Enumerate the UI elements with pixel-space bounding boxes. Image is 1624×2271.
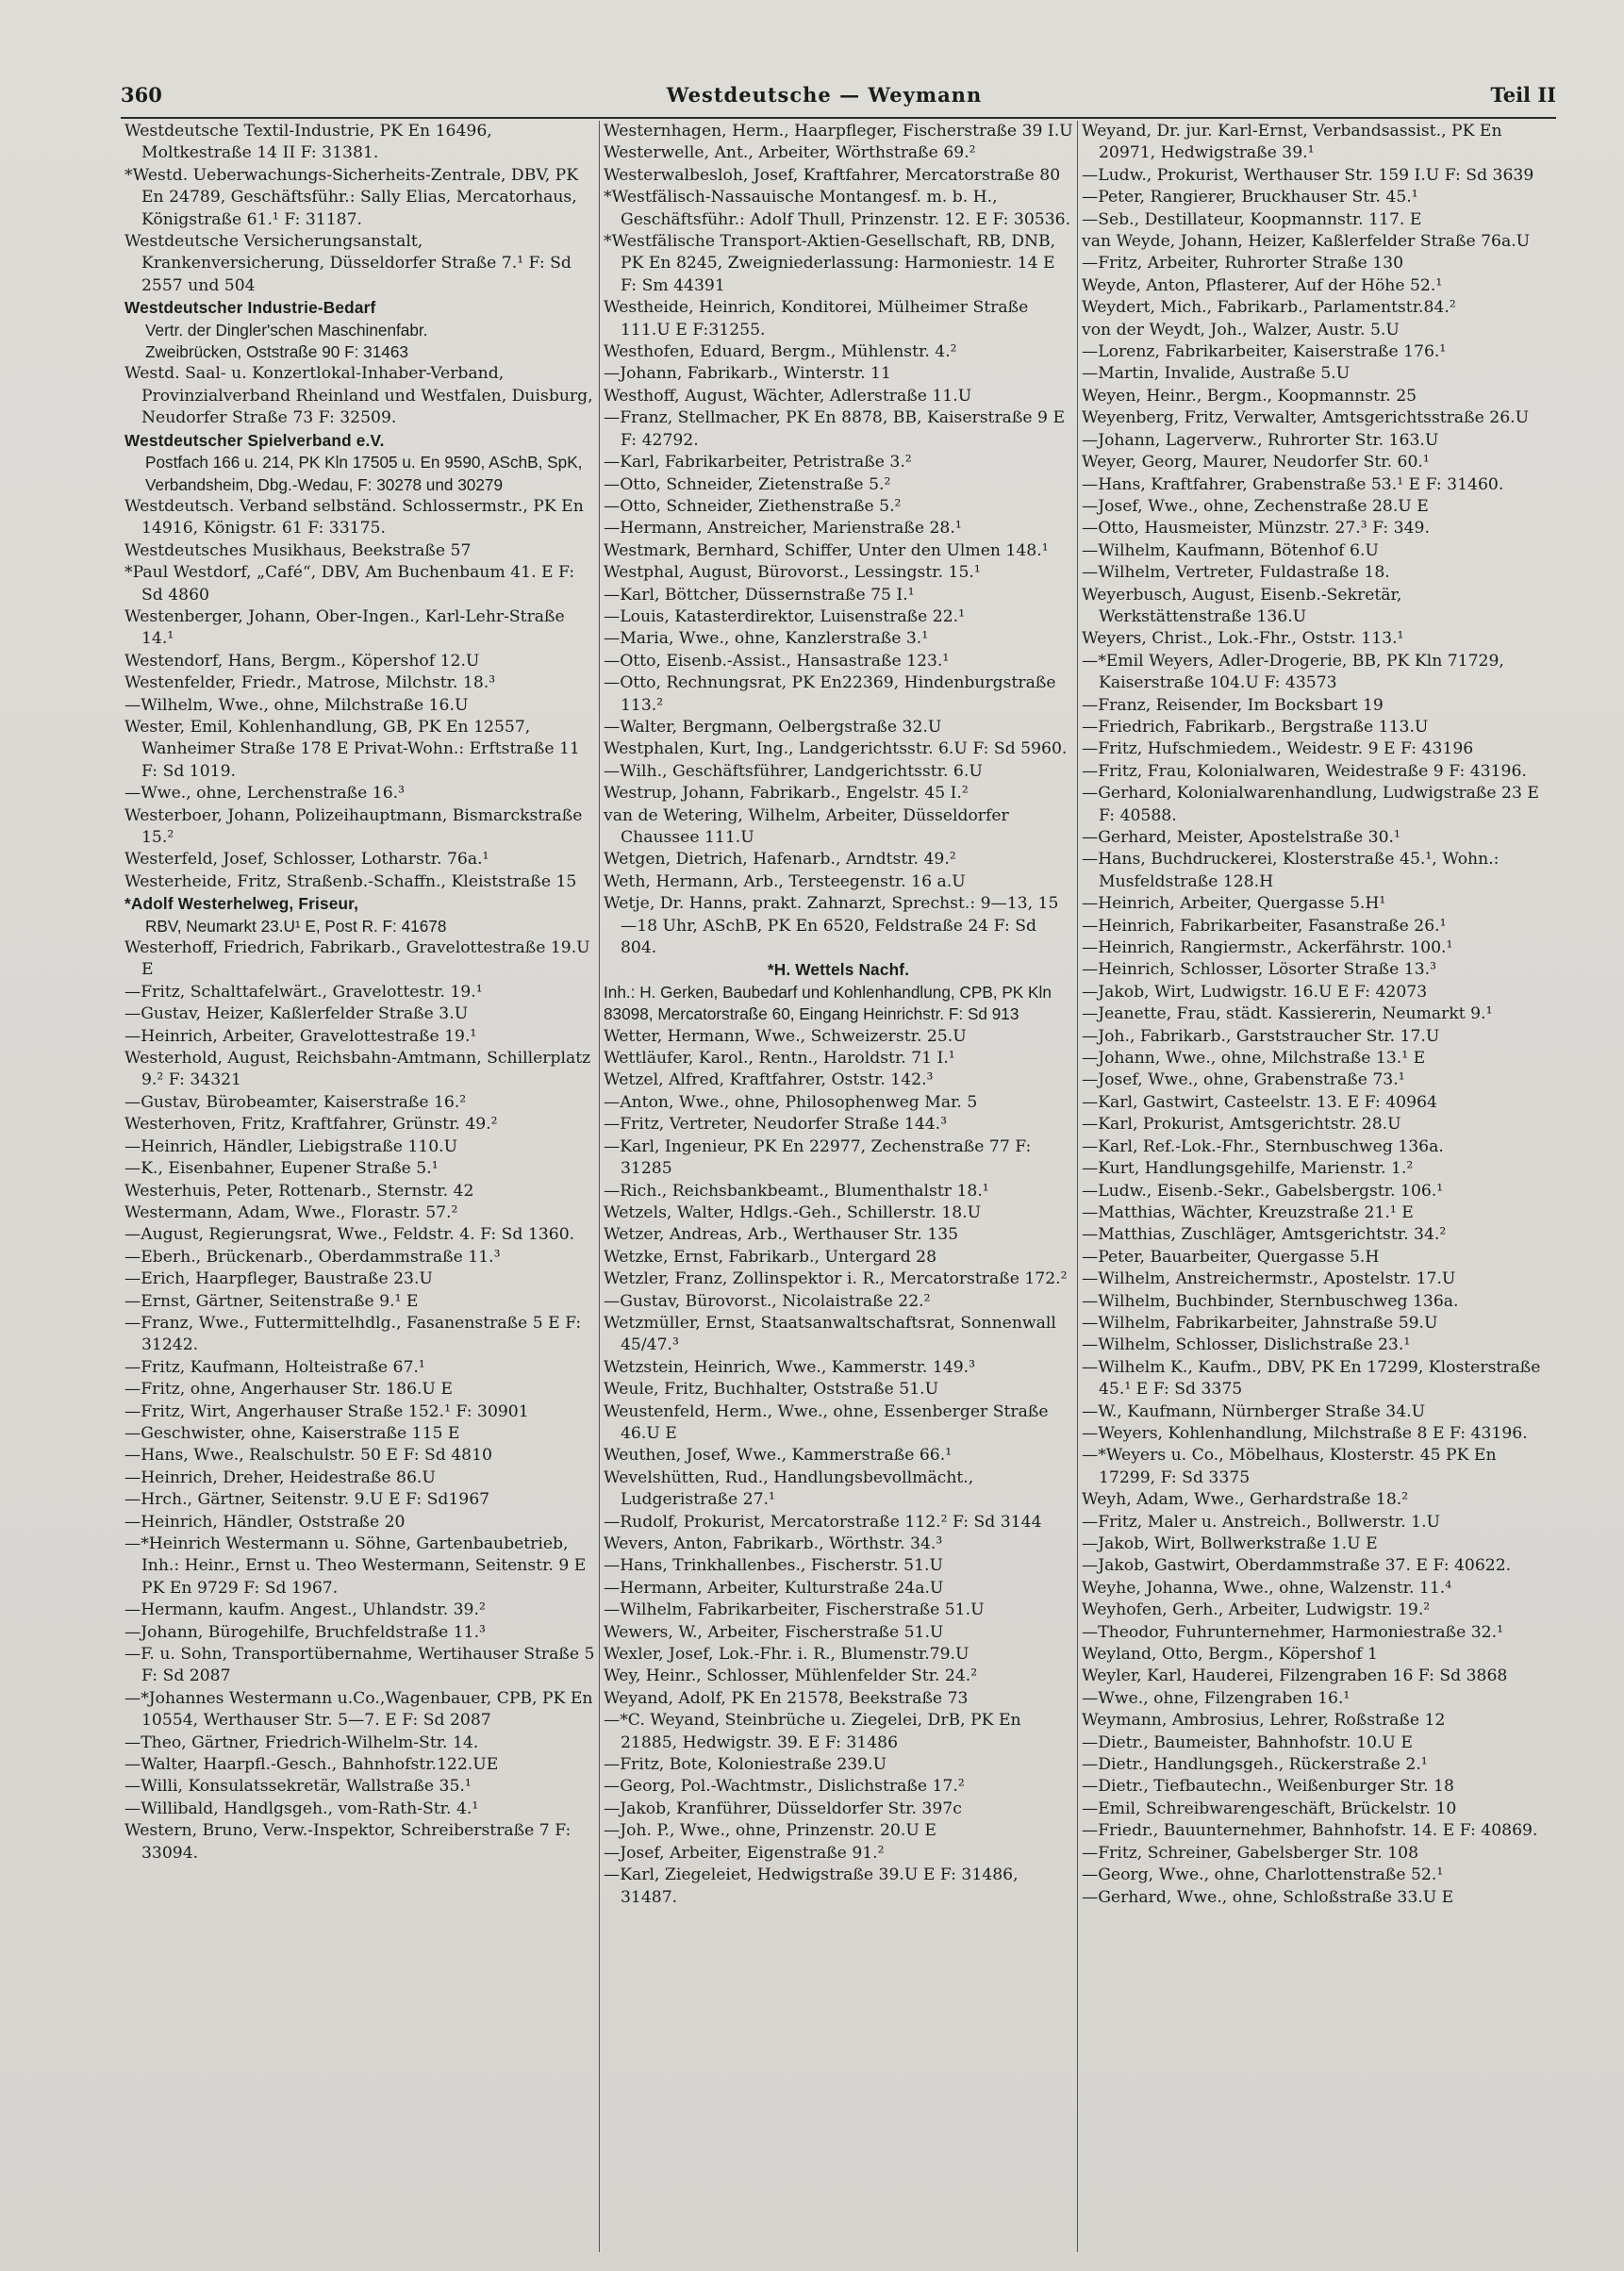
page-header	[121, 83, 1556, 115]
directory-entry: —Gerhard, Kolonialwarenhandlung, Ludwigstraße 23 E F: 40588.	[1082, 784, 1539, 825]
directory-entry: Wevers, Anton, Fabrikarb., Wörthstr. 34.³	[604, 1534, 943, 1553]
directory-entry: Weyhe, Johanna, Wwe., ohne, Walzenstr. 11.⁴	[1082, 1578, 1452, 1598]
directory-entry: Westphalen, Kurt, Ing., Landgerichtsstr. 6.U F: Sd 5960.	[604, 739, 1068, 759]
directory-entry: —Wilhelm, Fabrikarbeiter, Fischerstraße 51.U	[604, 1600, 985, 1620]
directory-entry: —Wilhelm, Wwe., ohne, Milchstraße 16.U	[124, 695, 469, 715]
directory-entry: —Heinrich, Dreher, Heidestraße 86.U	[124, 1467, 436, 1487]
directory-entry: —Erich, Haarpfleger, Baustraße 23.U	[124, 1269, 433, 1289]
directory-entry: —Gerhard, Wwe., ohne, Schloßstraße 33.U E	[1082, 1887, 1454, 1907]
directory-entry: —Jakob, Gastwirt, Oberdammstraße 37. E F: 40622.	[1082, 1556, 1512, 1576]
directory-entry: —Fritz, Schalttafelwärt., Gravelottestr. 19.¹	[124, 982, 483, 1002]
directory-entry: *Westfälische Transport-Aktien-Gesellschaft, RB, DNB, PK En 8245, Zweigniederlassung: Harmoniestr. 14 E F: Sm 44391	[604, 232, 1056, 295]
directory-entry: —Lorenz, Fabrikarbeiter, Kaiserstraße 176.¹	[1082, 342, 1447, 362]
directory-entry: von der Weydt, Joh., Walzer, Austr. 5.U	[1082, 320, 1400, 340]
directory-entry: Weyand, Adolf, PK En 21578, Beekstraße 73	[604, 1688, 969, 1708]
directory-entry: Weyen, Heinr., Bergm., Koopmannstr. 25	[1082, 386, 1417, 406]
directory-entry: —Fritz, Hufschmiedem., Weidestr. 9 E F: 43196	[1082, 739, 1474, 759]
directory-entry: —Louis, Katasterdirektor, Luisenstraße 22.¹	[604, 606, 965, 626]
directory-entry: —Heinrich, Fabrikarbeiter, Fasanstraße 26.¹	[1082, 916, 1447, 936]
directory-entry: Wey, Heinr., Schlosser, Mühlenfelder Str. 24.²	[604, 1666, 978, 1686]
directory-entry: Westdeutsche Textil-Industrie, PK En 16496, Moltkestraße 14 II F: 31381.	[124, 122, 492, 163]
directory-entry: —Hermann, Arbeiter, Kulturstraße 24a.U	[604, 1578, 944, 1598]
running-title: Westdeutsche — Weymann	[666, 83, 983, 107]
directory-entry: —Josef, Wwe., ohne, Grabenstraße 73.¹	[1082, 1070, 1405, 1090]
directory-entry: Westendorf, Hans, Bergm., Köpershof 12.U	[124, 651, 480, 671]
directory-entry: —Anton, Wwe., ohne, Philosophenweg Mar. 5	[604, 1092, 978, 1112]
directory-entry: —Friedr., Bauunternehmer, Bahnhofstr. 14. E F: 40869.	[1082, 1821, 1538, 1841]
directory-entry: *Westd. Ueberwachungs-Sicherheits-Zentrale, DBV, PK En 24789, Geschäftsführ.: Sally Elias, Mercatorhaus, Königstraße 61.¹ F: 31187.	[124, 165, 579, 229]
directory-entry: —Gustav, Bürobeamter, Kaiserstraße 16.²	[124, 1092, 467, 1112]
directory-entry: —Gerhard, Meister, Apostelstraße 30.¹	[1082, 828, 1400, 847]
directory-entry: —Fritz, Arbeiter, Ruhrorter Straße 130	[1082, 254, 1404, 274]
directory-entry: Westenberger, Johann, Ober-Ingen., Karl-Lehr-Straße 14.¹	[124, 606, 565, 649]
directory-entry: —Emil, Schreibwarengeschäft, Brückelstr. 10	[1082, 1799, 1457, 1818]
directory-entry: —F. u. Sohn, Transportübernahme, Wertihauser Straße 5 F: Sd 2087	[124, 1645, 595, 1686]
directory-entry: van Weyde, Johann, Heizer, Kaßlerfelder Straße 76a.U	[1082, 232, 1531, 252]
directory-entry: Westheide, Heinrich, Konditorei, Mülheimer Straße 111.U E F:31255.	[604, 298, 1029, 340]
directory-entry: —Dietr., Baumeister, Bahnhofstr. 10.U E	[1082, 1732, 1413, 1752]
directory-entry: —Fritz, Maler u. Anstreich., Bollwerstr. 1.U	[1082, 1512, 1441, 1532]
directory-entry: —Peter, Rangierer, Bruckhauser Str. 45.¹	[1082, 188, 1418, 207]
directory-entry: Westerheide, Fritz, Straßenb.-Schaffn., Kleiststraße 15	[124, 871, 577, 891]
directory-entry: —Wilhelm K., Kaufm., DBV, PK En 17299, Klosterstraße 45.¹ E F: Sd 3375	[1082, 1357, 1541, 1400]
directory-entry: —Jakob, Kranführer, Düsseldorfer Str. 397c	[604, 1799, 962, 1818]
directory-entry: —Karl, Ingenieur, PK En 22977, Zechenstraße 77 F: 31285	[604, 1136, 1032, 1179]
directory-entry: —Willibald, Handlgsgeh., vom-Rath-Str. 4.¹	[124, 1799, 479, 1818]
directory-entry: —Wwe., ohne, Filzengraben 16.¹	[1082, 1688, 1351, 1708]
directory-entry: —Jakob, Wirt, Bollwerkstraße 1.U E	[1082, 1534, 1378, 1553]
directory-entry: Westerhold, August, Reichsbahn-Amtmann, Schillerplatz 9.² F: 34321	[124, 1049, 591, 1090]
directory-entry: Weyland, Otto, Bergm., Köpershof 1	[1082, 1645, 1378, 1665]
directory-entry: Weyde, Anton, Pflasterer, Auf der Höhe 52.¹	[1082, 275, 1443, 295]
directory-entry: —*Weyers u. Co., Möbelhaus, Klosterstr. 45 PK En 17299, F: Sd 3375	[1082, 1446, 1497, 1487]
directory-entry: —Gustav, Heizer, Kaßlerfelder Straße 3.U	[124, 1004, 469, 1024]
advert-line: RBV, Neumarkt 23.U¹ E, Post R. F: 41678	[145, 916, 447, 936]
directory-entry: Westerhoff, Friedrich, Fabrikarb., Gravelottestraße 19.U E	[124, 938, 590, 980]
advert-line: Zweibrücken, Oststraße 90 F: 31463	[145, 342, 408, 362]
directory-entry: Westdeutsche Versicherungsanstalt, Krankenversicherung, Düsseldorfer Straße 7.¹ F: Sd 2557 und 504	[124, 232, 572, 295]
directory-entry: —*C. Weyand, Steinbrüche u. Ziegelei, DrB, PK En 21885, Hedwigstr. 39. E F: 31486	[604, 1711, 1021, 1752]
directory-entry: —Heinrich, Rangiermstr., Ackerfährstr. 100.¹	[1082, 938, 1453, 958]
directory-columns	[121, 121, 1556, 2252]
directory-entry: —Joh. P., Wwe., ohne, Prinzenstr. 20.U E	[604, 1821, 936, 1841]
directory-entry: Westernhagen, Herm., Haarpfleger, Fischerstraße 39 I.U	[604, 122, 1073, 141]
directory-entry: —Fritz, Frau, Kolonialwaren, Weidestraße 9 F: 43196.	[1082, 761, 1527, 781]
directory-entry: —Wilhelm, Kaufmann, Bötenhof 6.U	[1082, 540, 1379, 560]
directory-entry: —Karl, Ziegeleiet, Hedwigstraße 39.U E F: 31486, 31487.	[604, 1865, 1019, 1907]
directory-entry: —Franz, Reisender, Im Bocksbart 19	[1082, 695, 1384, 715]
directory-entry: —Seb., Destillateur, Koopmannstr. 117. E	[1082, 209, 1422, 229]
directory-entry: —Fritz, Wirt, Angerhauser Straße 152.¹ F: 30901	[124, 1401, 529, 1421]
directory-entry: Weyerbusch, August, Eisenb.-Sekretär, Werkstättenstraße 136.U	[1082, 585, 1402, 626]
directory-entry: —Georg, Pol.-Wachtmstr., Dislichstraße 17.²	[604, 1777, 965, 1797]
directory-entry: —Karl, Prokurist, Amtsgerichtstr. 28.U	[1082, 1115, 1401, 1135]
directory-entry: —*Emil Weyers, Adler-Drogerie, BB, PK Kln 71729, Kaiserstraße 104.U F: 43573	[1082, 651, 1504, 693]
advert-line: Postfach 166 u. 214, PK Kln 17505 u. En 9590, ASchB, SpK, Verbandsheim, Dbg.-Wedau, F: 30278 und 30279	[145, 453, 583, 494]
directory-entry: —Jakob, Wirt, Ludwigstr. 16.U E F: 42073	[1082, 982, 1428, 1002]
directory-entry: —Franz, Stellmacher, PK En 8878, BB, Kaiserstraße 9 E F: 42792.	[604, 408, 1065, 450]
directory-entry: Westdeutsches Musikhaus, Beekstraße 57	[124, 540, 472, 560]
directory-entry: Weymann, Ambrosius, Lehrer, Roßstraße 12	[1082, 1711, 1446, 1731]
directory-entry: —Fritz, Schreiner, Gabelsberger Str. 108	[1082, 1843, 1419, 1863]
directory-entry: —Otto, Schneider, Zietenstraße 5.²	[604, 474, 891, 494]
directory-entry: Weyhofen, Gerh., Arbeiter, Ludwigstr. 19.²	[1082, 1600, 1431, 1620]
directory-entry: —Wilhelm, Buchbinder, Sternbuschweg 136a.	[1082, 1291, 1459, 1311]
directory-entry: —Maria, Wwe., ohne, Kanzlerstraße 3.¹	[604, 629, 929, 649]
directory-entry: Westenfelder, Friedr., Matrose, Milchstr. 18.³	[124, 673, 496, 693]
advert-line: Vertr. der Dingler'schen Maschinenfabr.	[145, 320, 428, 340]
directory-entry: —August, Regierungsrat, Wwe., Feldstr. 4. F: Sd 1360.	[124, 1225, 575, 1245]
directory-entry: —Matthias, Zuschläger, Amtsgerichtstr. 34.²	[1082, 1225, 1447, 1245]
directory-entry: —Georg, Wwe., ohne, Charlottenstraße 52.¹	[1082, 1865, 1444, 1885]
directory-entry: *Paul Westdorf, „Café“, DBV, Am Buchenbaum 41. E F: Sd 4860	[124, 563, 575, 605]
directory-entry: Westhofen, Eduard, Bergm., Mühlenstr. 4.²	[604, 342, 957, 362]
directory-entry: —Hermann, kaufm. Angest., Uhlandstr. 39.²	[124, 1600, 486, 1620]
section-label: Teil II	[1490, 83, 1556, 107]
directory-entry: Westmark, Bernhard, Schiffer, Unter den Ulmen 148.¹	[604, 540, 1049, 560]
directory-entry: Weyenberg, Fritz, Verwalter, Amtsgerichtsstraße 26.U	[1082, 408, 1530, 428]
directory-entry: —Rudolf, Prokurist, Mercatorstraße 112.² F: Sd 3144	[604, 1512, 1042, 1532]
directory-entry: Wester, Emil, Kohlenhandlung, GB, PK En 12557, Wanheimer Straße 178 E Privat-Wohn.: Erftstraße 11 F: Sd 1019.	[124, 717, 580, 781]
directory-entry: —Fritz, Bote, Koloniestraße 239.U	[604, 1755, 887, 1775]
directory-entry: —Hans, Kraftfahrer, Grabenstraße 53.¹ E F: 31460.	[1082, 474, 1504, 494]
directory-entry: —Wwe., ohne, Lerchenstraße 16.³	[124, 784, 405, 804]
directory-entry: Weyers, Christ., Lok.-Fhr., Oststr. 113.¹	[1082, 629, 1404, 649]
directory-entry: —Johann, Bürogehilfe, Bruchfeldstraße 11.³	[124, 1622, 486, 1642]
directory-entry: —Fritz, Vertreter, Neudorfer Straße 144.³	[604, 1115, 948, 1135]
directory-entry: Westermann, Adam, Wwe., Florastr. 57.²	[124, 1202, 458, 1222]
directory-entry: —Josef, Arbeiter, Eigenstraße 91.²	[604, 1843, 885, 1863]
directory-entry: Westdeutsch. Verband selbständ. Schlossermstr., PK En 14916, Königstr. 61 F: 33175.	[124, 496, 584, 539]
directory-entry: Weyer, Georg, Maurer, Neudorfer Str. 60.¹	[1082, 453, 1430, 472]
directory-entry: —Karl, Fabrikarbeiter, Petristraße 3.²	[604, 453, 912, 472]
directory-entry: —Wilhelm, Vertreter, Fuldastraße 18.	[1082, 563, 1390, 583]
directory-entry: —Dietr., Tiefbautechn., Weißenburger Str. 18	[1082, 1777, 1454, 1797]
directory-entry: van de Wetering, Wilhelm, Arbeiter, Düsseldorfer Chaussee 111.U	[604, 805, 1009, 847]
directory-entry: —Johann, Wwe., ohne, Milchstraße 13.¹ E	[1082, 1049, 1426, 1069]
directory-entry: —*Heinrich Westermann u. Söhne, Gartenbaubetrieb, Inh.: Heinr., Ernst u. Theo Westermann, Seitenstr. 9 E PK En 9729 F: Sd 1967.	[124, 1534, 587, 1598]
directory-entry: —Karl, Böttcher, Düssernstraße 75 I.¹	[604, 585, 915, 605]
directory-entry: Westerwelle, Ant., Arbeiter, Wörthstraße 69.²	[604, 143, 976, 163]
directory-entry: —Walter, Haarpfl.-Gesch., Bahnhofstr.122.UE	[124, 1755, 499, 1775]
directory-entry: Wewers, W., Arbeiter, Fischerstraße 51.U	[604, 1622, 944, 1642]
directory-entry: —Gustav, Bürovorst., Nicolaistraße 22.²	[604, 1291, 931, 1311]
directory-entry: —Otto, Hausmeister, Münzstr. 27.³ F: 349.	[1082, 519, 1430, 539]
directory-entry: Weyh, Adam, Wwe., Gerhardstraße 18.²	[1082, 1490, 1409, 1510]
directory-entry: Westerboer, Johann, Polizeihauptmann, Bismarckstraße 15.²	[124, 805, 583, 847]
directory-entry: —Heinrich, Händler, Liebigstraße 110.U	[124, 1136, 458, 1156]
directory-entry: —Friedrich, Fabrikarb., Bergstraße 113.U	[1082, 717, 1429, 737]
directory-entry: —Heinrich, Arbeiter, Quergasse 5.H¹	[1082, 894, 1386, 914]
directory-entry: Weydert, Mich., Fabrikarb., Parlamentstr.84.²	[1082, 298, 1456, 318]
directory-entry: —Theo, Gärtner, Friedrich-Wilhelm-Str. 14.	[124, 1732, 479, 1752]
directory-entry: —Ludw., Eisenb.-Sekr., Gabelsbergstr. 106.¹	[1082, 1181, 1444, 1201]
directory-entry: Wevelshütten, Rud., Handlungsbevollmächt., Ludgeristraße 27.¹	[604, 1467, 974, 1510]
directory-entry: —Joh., Fabrikarb., Garststraucher Str. 17.U	[1082, 1026, 1440, 1046]
directory-entry: —Eberh., Brückenarb., Oberdammstraße 11.³	[124, 1247, 501, 1267]
directory-entry: Wettläufer, Karol., Rentn., Haroldstr. 71 I.¹	[604, 1049, 955, 1069]
directory-entry: Wetzer, Andreas, Arb., Werthauser Str. 135	[604, 1225, 959, 1245]
directory-entry: Wetzler, Franz, Zollinspektor i. R., Mercatorstraße 172.²	[604, 1269, 1068, 1289]
directory-entry: —Theodor, Fuhrunternehmer, Harmoniestraße 32.¹	[1082, 1622, 1503, 1642]
header-rule	[121, 117, 1556, 119]
directory-entry: —Otto, Eisenb.-Assist., Hansastraße 123.¹	[604, 651, 950, 671]
directory-entry: Wetzmüller, Ernst, Staatsanwaltschaftsrat, Sonnenwall 45/47.³	[604, 1313, 1056, 1355]
directory-entry: Weustenfeld, Herm., Wwe., ohne, Essenberger Straße 46.U E	[604, 1401, 1049, 1443]
directory-entry: —Hans, Buchdruckerei, Klosterstraße 45.¹, Wohn.: Musfeldstraße 128.H	[1082, 850, 1500, 891]
directory-entry: —Heinrich, Schlosser, Lösorter Straße 13.³	[1082, 960, 1437, 980]
directory-entry: Wetzels, Walter, Hdlgs.-Geh., Schillerstr. 18.U	[604, 1202, 982, 1222]
directory-entry: —Matthias, Wächter, Kreuzstraße 21.¹ E	[1082, 1202, 1414, 1222]
directory-entry: —Otto, Rechnungsrat, PK En22369, Hindenburgstraße 113.²	[604, 673, 1056, 715]
directory-entry: —Fritz, Kaufmann, Holteistraße 67.¹	[124, 1357, 425, 1377]
directory-entry: —Wilhelm, Fabrikarbeiter, Jahnstraße 59.U	[1082, 1313, 1438, 1333]
directory-entry: Wetter, Hermann, Wwe., Schweizerstr. 25.U	[604, 1026, 967, 1046]
directory-entry: Westphal, August, Bürovorst., Lessingstr. 15.¹	[604, 563, 981, 583]
directory-entry: Wetgen, Dietrich, Hafenarb., Arndtstr. 49.²	[604, 850, 956, 870]
directory-entry: —*Johannes Westermann u.Co.,Wagenbauer, CPB, PK En 10554, Werthauser Str. 5—7. E F: Sd 2087	[124, 1688, 593, 1731]
page-number: 360	[121, 83, 162, 107]
directory-entry: Wetzel, Alfred, Kraftfahrer, Oststr. 142.³	[604, 1070, 934, 1090]
directory-entry: Westerhoven, Fritz, Kraftfahrer, Grünstr. 49.²	[124, 1115, 498, 1135]
directory-entry: —Ernst, Gärtner, Seitenstraße 9.¹ E	[124, 1291, 419, 1311]
directory-entry: —Wilhelm, Anstreichermstr., Apostelstr. 17.U	[1082, 1269, 1456, 1289]
directory-entry: —Fritz, ohne, Angerhauser Str. 186.U E	[124, 1380, 453, 1400]
column-3	[1077, 121, 1555, 2252]
directory-entry: —Walter, Bergmann, Oelbergstraße 32.U	[604, 717, 942, 737]
directory-entry: —Wilh., Geschäftsführer, Landgerichtsstr. 6.U	[604, 761, 983, 781]
directory-entry: —Kurt, Handlungsgehilfe, Marienstr. 1.²	[1082, 1159, 1414, 1179]
directory-entry: Western, Bruno, Verw.-Inspektor, Schreiberstraße 7 F: 33094.	[124, 1821, 572, 1863]
directory-entry: —Geschwister, ohne, Kaiserstraße 115 E	[124, 1423, 460, 1443]
directory-entry: —Rich., Reichsbankbeamt., Blumenthalstr 18.¹	[604, 1181, 989, 1201]
directory-entry: —Karl, Ref.-Lok.-Fhr., Sternbuschweg 136a.	[1082, 1136, 1444, 1156]
directory-entry: —Johann, Fabrikarb., Winterstr. 11	[604, 364, 891, 384]
directory-entry: Wetzke, Ernst, Fabrikarb., Untergard 28	[604, 1247, 937, 1267]
advert-title: *H. Wettels Nachf.	[767, 960, 910, 980]
directory-entry: Wexler, Josef, Lok.-Fhr. i. R., Blumenstr.79.U	[604, 1645, 969, 1665]
directory-entry: Westd. Saal- u. Konzertlokal-Inhaber-Verband, Provinzialverband Rheinland und Westfalen, Duisburg, Neudorfer Straße 73 F: 32509.	[124, 364, 593, 428]
directory-entry: —Hermann, Anstreicher, Marienstraße 28.¹	[604, 519, 962, 539]
directory-entry: —Martin, Invalide, Austraße 5.U	[1082, 364, 1351, 384]
column-2	[599, 121, 1077, 2252]
directory-entry: —Hans, Trinkhallenbes., Fischerstr. 51.U	[604, 1556, 943, 1576]
directory-entry: —Hrch., Gärtner, Seitenstr. 9.U E F: Sd1967	[124, 1490, 490, 1510]
directory-entry: Westerfeld, Josef, Schlosser, Lotharstr. 76a.¹	[124, 850, 489, 870]
directory-entry: Weyand, Dr. jur. Karl-Ernst, Verbandsassist., PK En 20971, Hedwigstraße 39.¹	[1082, 122, 1502, 163]
directory-entry: Westerwalbesloh, Josef, Kraftfahrer, Mercatorstraße 80	[604, 165, 1061, 185]
directory-entry: —Johann, Lagerverw., Ruhrorter Str. 163.U	[1082, 430, 1439, 450]
directory-entry: —Otto, Schneider, Ziethenstraße 5.²	[604, 496, 902, 516]
directory-entry: —Karl, Gastwirt, Casteelstr. 13. E F: 40964	[1082, 1092, 1437, 1112]
directory-entry: —K., Eisenbahner, Eupener Straße 5.¹	[124, 1159, 439, 1179]
directory-entry: Weule, Fritz, Buchhalter, Oststraße 51.U	[604, 1380, 939, 1400]
directory-entry: —Weyers, Kohlenhandlung, Milchstraße 8 E F: 43196.	[1082, 1423, 1528, 1443]
directory-entry: —Franz, Wwe., Futtermittelhdlg., Fasanenstraße 5 E F: 31242.	[124, 1313, 582, 1355]
directory-entry: Westerhuis, Peter, Rottenarb., Sternstr. 42	[124, 1181, 474, 1201]
directory-entry: —Josef, Wwe., ohne, Zechenstraße 28.U E	[1082, 496, 1429, 516]
directory-entry: Weuthen, Josef, Wwe., Kammerstraße 66.¹	[604, 1446, 953, 1466]
directory-entry: —Wilhelm, Schlosser, Dislichstraße 23.¹	[1082, 1335, 1411, 1355]
advert-title: *Adolf Westerhelweg, Friseur,	[124, 894, 359, 914]
directory-entry: *Westfälisch-Nassauische Montangesf. m. b. H., Geschäftsführ.: Adolf Thull, Prinzenstr. 12. E F: 30536.	[604, 188, 1071, 229]
advert-line: Inh.: H. Gerken, Baubedarf und Kohlenhandlung, CPB, PK Kln 83098, Mercatorstraße 60, Eingang Heinrichstr. F: Sd 913	[604, 982, 1052, 1024]
directory-entry: Weth, Hermann, Arb., Tersteegenstr. 16 a.U	[604, 871, 966, 891]
directory-entry: Weyler, Karl, Hauderei, Filzengraben 16 F: Sd 3868	[1082, 1666, 1508, 1686]
directory-entry: —Dietr., Handlungsgeh., Rückerstraße 2.¹	[1082, 1755, 1428, 1775]
advert-title: Westdeutscher Industrie-Bedarf	[124, 298, 376, 318]
advert-title: Westdeutscher Spielverband e.V.	[124, 430, 385, 450]
column-1	[121, 121, 599, 2252]
directory-entry: —Ludw., Prokurist, Werthauser Str. 159 I.U F: Sd 3639	[1082, 165, 1534, 185]
directory-entry: —Jeanette, Frau, städt. Kassiererin, Neumarkt 9.¹	[1082, 1004, 1493, 1024]
directory-entry: —Willi, Konsulatssekretär, Wallstraße 35.¹	[124, 1777, 472, 1797]
directory-entry: —Peter, Bauarbeiter, Quergasse 5.H	[1082, 1247, 1380, 1267]
directory-entry: —Heinrich, Händler, Oststraße 20	[124, 1512, 406, 1532]
directory-entry: Wetje, Dr. Hanns, prakt. Zahnarzt, Sprechst.: 9—13, 15—18 Uhr, ASchB, PK En 6520, Feldstraße 24 F: Sd 804.	[604, 894, 1059, 958]
directory-entry: —W., Kaufmann, Nürnberger Straße 34.U	[1082, 1401, 1426, 1421]
directory-entry: Westhoff, August, Wächter, Adlerstraße 11.U	[604, 386, 972, 406]
directory-entry: Wetzstein, Heinrich, Wwe., Kammerstr. 149.³	[604, 1357, 976, 1377]
directory-entry: Westrup, Johann, Fabrikarb., Engelstr. 45 I.²	[604, 784, 969, 804]
directory-entry: —Heinrich, Arbeiter, Gravelottestraße 19.¹	[124, 1026, 477, 1046]
directory-entry: —Hans, Wwe., Realschulstr. 50 E F: Sd 4810	[124, 1446, 492, 1466]
